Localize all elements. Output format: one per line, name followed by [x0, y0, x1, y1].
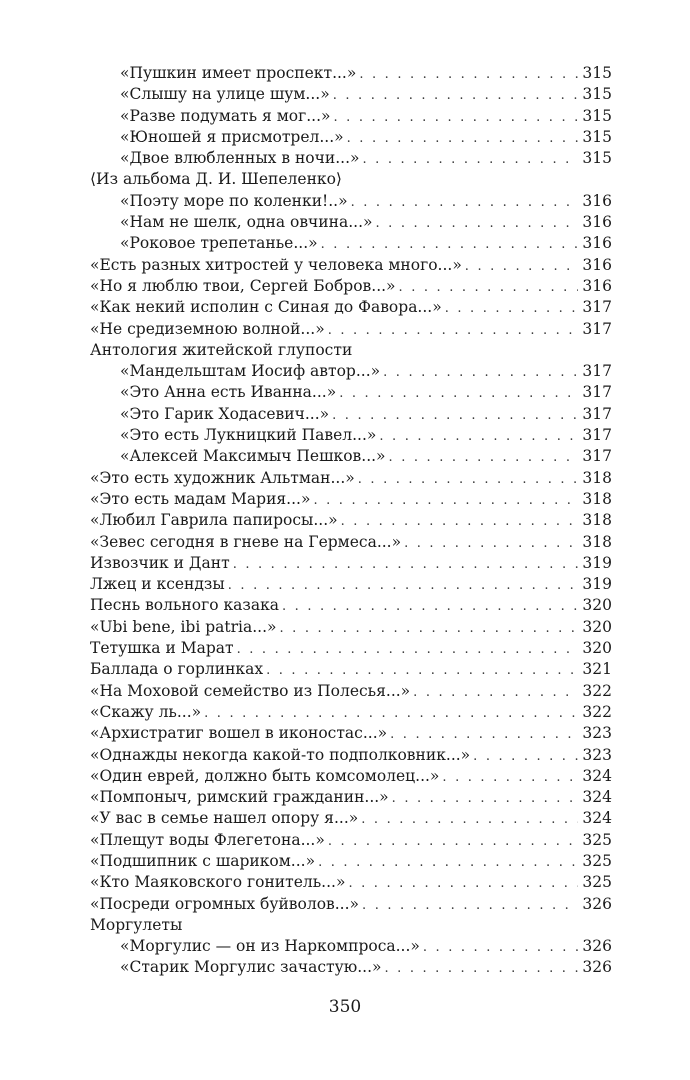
- toc-entry-page: 317: [582, 383, 612, 402]
- toc-entry: [90, 894, 612, 915]
- toc-dot-leader: [328, 320, 579, 341]
- toc-dot-leader: [328, 831, 579, 852]
- toc-entry-title: «Кто Маяковского гонитель...»: [90, 873, 346, 892]
- toc-entry-page: 325: [582, 830, 612, 849]
- toc-entry-page: 326: [582, 894, 612, 913]
- toc-entry-page: 317: [582, 362, 612, 381]
- toc-entry-title: «На Моховой семейство из Полесья...»: [90, 681, 411, 700]
- toc-dot-leader: [379, 426, 578, 447]
- toc-dot-leader: [233, 554, 579, 575]
- toc-entry-page: 315: [582, 85, 612, 104]
- toc-entry: [90, 532, 612, 553]
- toc-entry-title: «Старик Моргулис зачастую...»: [120, 958, 382, 977]
- toc-entry-title: «Это есть Лукницкий Павел...»: [120, 426, 377, 445]
- toc-entry: [90, 255, 612, 276]
- toc-entry: [90, 106, 612, 127]
- toc-entry-page: 316: [582, 191, 612, 210]
- toc-entry: [90, 84, 612, 105]
- toc-dot-leader: [361, 809, 578, 830]
- toc-entry-title: «Не средиземною волной...»: [90, 319, 325, 338]
- toc-entry: [90, 127, 612, 148]
- toc-entry: [90, 745, 612, 766]
- toc-dot-leader: [333, 107, 578, 128]
- toc-entry-title: ⟨Из альбома Д. И. Шепеленко⟩: [90, 170, 342, 189]
- toc-entry: [90, 382, 612, 403]
- toc-entry-page: 315: [582, 64, 612, 82]
- toc-entry: [90, 638, 612, 659]
- toc-entry-title: «Это Анна есть Иванна...»: [120, 383, 337, 402]
- toc-dot-leader: [266, 660, 578, 681]
- toc-entry: [90, 617, 612, 638]
- toc-entry-page: 324: [582, 766, 612, 785]
- toc-entry-page: 319: [582, 553, 612, 572]
- toc-entry-title: «Помпоныч, римский гражданин...»: [90, 788, 389, 807]
- toc-dot-leader: [347, 128, 579, 149]
- toc-entry-page: 320: [582, 596, 612, 615]
- toc-dot-leader: [348, 873, 578, 894]
- toc-entry: [90, 766, 612, 787]
- toc-entry-page: 317: [582, 298, 612, 317]
- toc-entry: [90, 808, 612, 829]
- table-of-contents: [90, 63, 612, 979]
- toc-entry-title: «Пушкин имеет проспект...»: [120, 64, 357, 82]
- toc-entry-title: «Алексей Максимыч Пешков...»: [120, 447, 386, 466]
- toc-dot-leader: [279, 618, 578, 639]
- toc-entry: [90, 404, 612, 425]
- toc-entry-page: 316: [582, 255, 612, 274]
- toc-entry-title: «Поэту море по коленки!..»: [120, 191, 348, 210]
- toc-entry-page: 317: [582, 447, 612, 466]
- toc-entry-title: «Один еврей, должно быть комсомолец...»: [90, 766, 440, 785]
- toc-entry-title: «Ubi bene, ibi patria...»: [90, 617, 277, 636]
- toc-dot-leader: [423, 937, 579, 958]
- toc-dot-leader: [313, 490, 578, 511]
- toc-entry-page: 319: [582, 575, 612, 594]
- toc-entry-title: «Посреди огромных буйволов...»: [90, 894, 360, 913]
- toc-entry-page: 316: [582, 276, 612, 295]
- toc-entry: [90, 595, 612, 616]
- toc-entry-title: Лжец и ксендзы: [90, 575, 225, 594]
- toc-entry-page: 323: [582, 724, 612, 743]
- toc-entry: [90, 957, 612, 978]
- toc-entry-title: «Мандельштам Иосиф автор...»: [120, 362, 381, 381]
- toc-dot-leader: [375, 213, 578, 234]
- toc-entry-title: «Однажды некогда какой-то подполковник...»: [90, 745, 471, 764]
- toc-entry: [90, 681, 612, 702]
- toc-dot-leader: [237, 639, 579, 660]
- toc-dot-leader: [473, 746, 578, 767]
- toc-entry-title: «Скажу ль...»: [90, 702, 202, 721]
- toc-entry: [90, 169, 612, 190]
- toc-entry-title: «Разве подумать я мог...»: [120, 106, 331, 125]
- toc-entry: [90, 574, 612, 595]
- toc-entry-page: 317: [582, 404, 612, 423]
- toc-dot-leader: [404, 533, 578, 554]
- toc-entry: [90, 468, 612, 489]
- toc-entry-page: 320: [582, 639, 612, 658]
- toc-entry-title: Баллада о горлинках: [90, 660, 264, 679]
- toc-entry-title: «Плещут воды Флегетона...»: [90, 830, 325, 849]
- toc-entry-page: 322: [582, 702, 612, 721]
- toc-entry-title: «Подшипник с шариком...»: [90, 851, 316, 870]
- toc-entry-title: Извозчик и Дант: [90, 553, 230, 572]
- toc-entry-title: «У вас в семье нашел опору я...»: [90, 809, 359, 828]
- toc-entry: [90, 425, 612, 446]
- toc-entry-page: 320: [582, 617, 612, 636]
- toc-dot-leader: [341, 511, 579, 532]
- toc-entry-page: 324: [582, 809, 612, 828]
- toc-entry-title: «Нам не шелк, одна овчина...»: [120, 213, 373, 232]
- toc-dot-leader: [362, 895, 578, 916]
- toc-dot-leader: [385, 958, 579, 979]
- toc-entry-title: «Это Гарик Ходасевич...»: [120, 404, 330, 423]
- toc-entry-title: «Юношей я присмотрел...»: [120, 127, 344, 146]
- toc-entry-title: Антология житейской глупости: [90, 340, 353, 359]
- toc-entry-page: 316: [582, 213, 612, 232]
- toc-entry-title: «Роковое трепетанье...»: [120, 234, 318, 253]
- toc-dot-leader: [442, 767, 578, 788]
- toc-dot-leader: [318, 852, 578, 873]
- toc-entry: [90, 659, 612, 680]
- toc-entry-title: «Любил Гаврила папиросы...»: [90, 511, 338, 530]
- toc-entry: [90, 787, 612, 808]
- toc-entry: [90, 446, 612, 467]
- toc-entry-title: Моргулеты: [90, 915, 183, 934]
- toc-dot-leader: [390, 724, 578, 745]
- toc-dot-leader: [339, 383, 578, 404]
- toc-dot-leader: [383, 362, 578, 383]
- toc-entry: [90, 936, 612, 957]
- toc-entry-title: «Есть разных хитростей у человека много...»: [90, 255, 462, 274]
- toc-dot-leader: [465, 256, 579, 277]
- toc-entry: [90, 830, 612, 851]
- toc-entry: [90, 915, 612, 936]
- toc-entry: [90, 489, 612, 510]
- toc-entry-title: «Как некий исполин с Синая до Фавора...»: [90, 298, 442, 317]
- toc-entry-title: «Моргулис — он из Наркомпроса...»: [120, 937, 420, 956]
- toc-entry-title: «Но я люблю твои, Сергей Бобров...»: [90, 276, 396, 295]
- toc-dot-leader: [351, 192, 579, 213]
- toc-entry-page: 318: [582, 489, 612, 508]
- toc-entry-page: 321: [582, 660, 612, 679]
- toc-dot-leader: [399, 277, 579, 298]
- toc-entry: [90, 723, 612, 744]
- toc-entry: [90, 63, 612, 84]
- toc-dot-leader: [413, 682, 578, 703]
- toc-entry: [90, 340, 612, 361]
- toc-dot-leader: [363, 149, 579, 170]
- toc-entry-page: 325: [582, 851, 612, 870]
- toc-entry-page: 316: [582, 234, 612, 253]
- toc-entry-title: «Это есть художник Альтман...»: [90, 468, 355, 487]
- toc-entry: [90, 319, 612, 340]
- toc-entry: [90, 361, 612, 382]
- toc-entry-page: 318: [582, 532, 612, 551]
- toc-entry-title: «Архистратиг вошел в иконостас...»: [90, 724, 388, 743]
- toc-entry: [90, 553, 612, 574]
- toc-entry: [90, 276, 612, 297]
- toc-entry: [90, 212, 612, 233]
- toc-dot-leader: [445, 298, 579, 319]
- toc-entry-title: «Зевес сегодня в гневе на Гермеса...»: [90, 532, 402, 551]
- toc-entry: [90, 851, 612, 872]
- toc-entry-title: Тетушка и Марат: [90, 639, 234, 658]
- toc-entry: [90, 297, 612, 318]
- toc-dot-leader: [333, 85, 579, 106]
- toc-dot-leader: [392, 788, 579, 809]
- toc-entry-page: 323: [582, 745, 612, 764]
- toc-dot-leader: [282, 596, 578, 617]
- toc-entry-page: 325: [582, 873, 612, 892]
- toc-entry-title: «Двое влюбленных в ночи...»: [120, 149, 360, 168]
- toc-entry-title: Песнь вольного казака: [90, 596, 280, 615]
- toc-entry: [90, 872, 612, 893]
- toc-entry-page: 318: [582, 468, 612, 487]
- toc-entry-page: 326: [582, 958, 612, 977]
- toc-entry-page: 326: [582, 937, 612, 956]
- toc-dot-leader: [321, 234, 579, 255]
- toc-entry: [90, 233, 612, 254]
- toc-entry-page: 315: [582, 149, 612, 168]
- toc-dot-leader: [332, 405, 578, 426]
- page-number: 350: [328, 997, 362, 1017]
- toc-dot-leader: [204, 703, 578, 724]
- toc-entry-page: 317: [582, 426, 612, 445]
- toc-entry-page: 315: [582, 106, 612, 125]
- toc-dot-leader: [389, 447, 579, 468]
- toc-entry: [90, 191, 612, 212]
- toc-entry-title: «Слышу на улице шум...»: [120, 85, 330, 104]
- toc-entry: [90, 510, 612, 531]
- toc-entry: [90, 148, 612, 169]
- toc-entry-title: «Это есть мадам Мария...»: [90, 489, 311, 508]
- toc-dot-leader: [228, 575, 579, 596]
- toc-dot-leader: [358, 469, 579, 490]
- toc-entry-page: 315: [582, 127, 612, 146]
- toc-dot-leader: [359, 64, 578, 85]
- toc-entry-page: 322: [582, 681, 612, 700]
- toc-entry-page: 317: [582, 319, 612, 338]
- toc-entry-page: 324: [582, 788, 612, 807]
- toc-entry-page: 318: [582, 511, 612, 530]
- toc-entry: [90, 702, 612, 723]
